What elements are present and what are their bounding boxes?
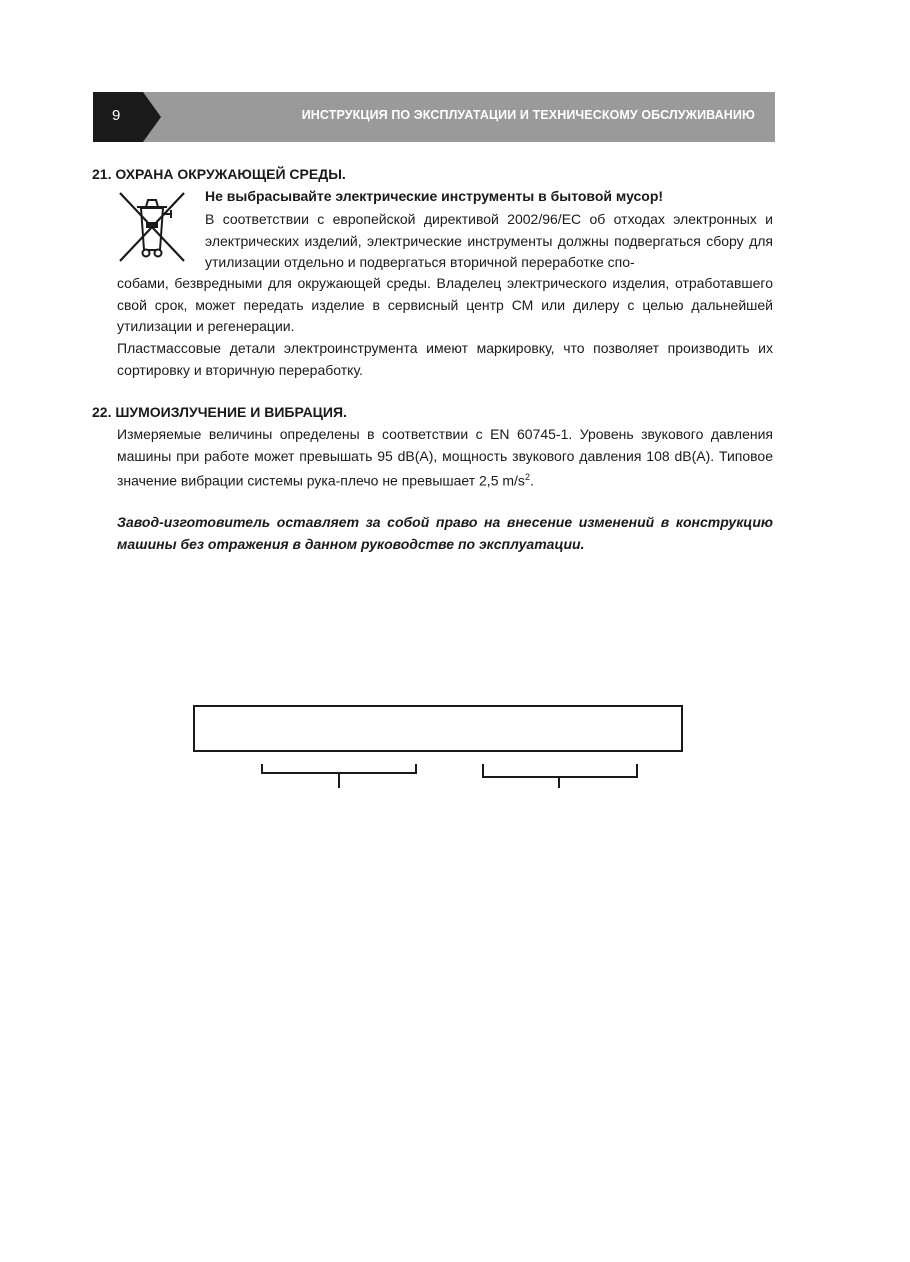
page-number: 9 [112,107,121,124]
bracket-right [481,763,641,789]
page-number-badge [93,92,143,142]
crossed-out-wheelie-bin-icon [117,190,187,264]
blank-frame-box [193,705,683,752]
header-title: ИНСТРУКЦИЯ ПО ЭКСПЛУАТАЦИИ И ТЕХНИЧЕСКОМУ ОБСЛУЖИВАНИЮ [301,108,755,122]
plastic-parts-paragraph: Пластмассовые детали электроинструмента имеют маркировку, что позволяет производить их сортировку и вторичную переработку. [117,340,773,378]
noise-vibration-text: Измеряемые величины определены в соответствии с EN 60745-1. Уровень звукового давления машины при работе может превышать 95 dB(A), мощность звукового давления 108 dB(A). Типовое значение вибрации системы рука-плечо не превышает 2,5 m/s [117,426,773,489]
manufacturer-notice: Завод-изготовитель оставляет за собой право на внесение изменений в конструкцию машины без отражения в данном руководстве по эксплуатации. [117,514,773,552]
page-header [93,92,775,142]
directive-paragraph-continued: собами, безвредными для окружающей среды. Владелец электрического изделия, отработавшего свой срок, может передать изделие в сервисный центр СМ или дилеру с целью дальнейшей утилизации и регенерации. [117,275,773,334]
directive-paragraph: В соответствии с европейской директивой 2002/96/ЕС об отходах электронных и электрических изделий, электрические инструменты должны подвергаться сбору для утилизации отдельно и подвергаться вторичной переработке спо- [205,211,773,270]
page-number-arrow [143,92,161,142]
section-22-title: 22. ШУМОИЗЛУЧЕНИЕ И ВИБРАЦИЯ. [92,404,347,420]
disposal-warning: Не выбрасывайте электрические инструменты в бытовой мусор! [205,188,664,204]
bracket-left [260,763,420,789]
paragraph-end: . [529,472,534,489]
section-21-title: 21. ОХРАНА ОКРУЖАЮЩЕЙ СРЕДЫ. [92,166,346,182]
units-superscript: 2 [524,472,530,482]
noise-vibration-paragraph [117,424,773,492]
